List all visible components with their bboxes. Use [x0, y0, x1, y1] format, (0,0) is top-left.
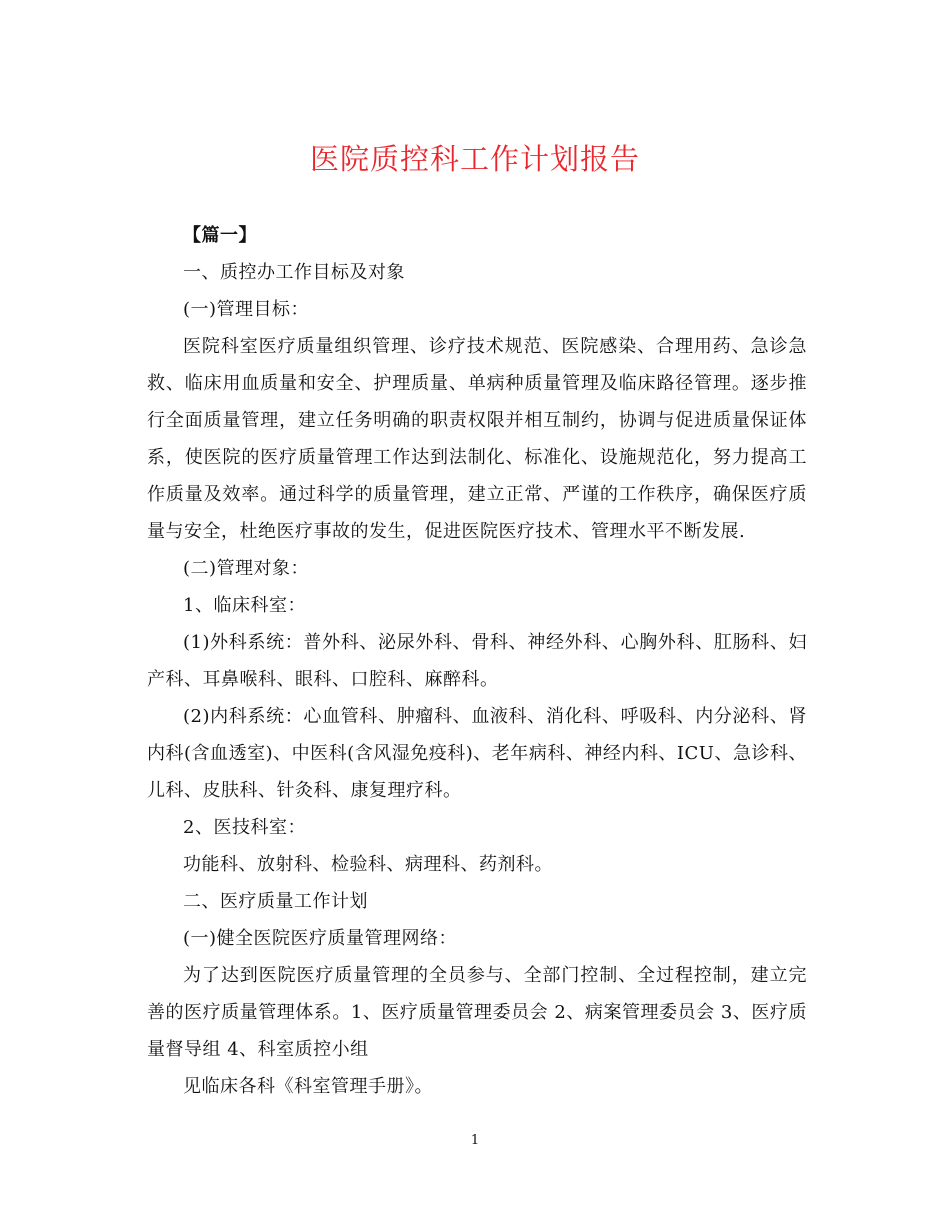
body-paragraph: 为了达到医院医疗质量管理的全员参与、全部门控制、全过程控制，建立完善的医疗质量管理体系。1、医疗质量管理委员会 2、病案管理委员会 3、医疗质量督导组 4、科室质控小组 — [147, 965, 807, 1060]
body-paragraph: 医院科室医疗质量组织管理、诊疗技术规范、医院感染、合理用药、急诊急救、临床用血质量和安全、护理质量、单病种质量管理及临床路径管理。逐步推行全面质量管理，建立任务明确的职责权限并相互制约，协调与促进质量保证体系，使医院的医疗质量管理工作达到法制化、标准化、设施规范化，努力提高工作质量及效率。通过科学的质量管理，建立正常、严谨的工作秩序，确保医疗质量与安全，杜绝医疗事故的发生，促进医院医疗技术、管理水平不断发展. — [147, 336, 807, 542]
body-paragraph: (2)内科系统：心血管科、肿瘤科、血液科、消化科、呼吸科、内分泌科、肾内科(含血透室)、中医科(含风湿免疫科)、老年病科、神经内科、ICU、急诊科、儿科、皮肤科、针灸科、康复理疗科。 — [147, 706, 807, 801]
heading-level-2: (一)健全医院医疗质量管理网络： — [183, 928, 458, 949]
page-number: 1 — [470, 1133, 480, 1148]
document-title: 医院质控科工作计划报告 — [309, 142, 640, 176]
heading-level-3: 2、医技科室： — [183, 817, 306, 838]
body-paragraph: 见临床各科《科室管理手册》。 — [183, 1076, 433, 1097]
heading-level-2: (二)管理对象： — [183, 558, 310, 579]
heading-level-1: 二、医疗质量工作计划 — [183, 891, 368, 912]
body-paragraph: (1)外科系统：普外科、泌尿外科、骨科、神经外科、心胸外科、肛肠科、妇产科、耳鼻喉科、眼科、口腔科、麻醉科。 — [147, 632, 807, 690]
document-body — [147, 217, 807, 1105]
heading-level-1: 一、质控办工作目标及对象 — [183, 262, 405, 283]
section-heading: 【篇一】 — [183, 225, 257, 246]
body-paragraph: 功能科、放射科、检验科、病理科、药剂科。 — [183, 854, 553, 875]
heading-level-3: 1、临床科室： — [183, 595, 306, 616]
heading-level-2: (一)管理目标： — [183, 299, 310, 320]
